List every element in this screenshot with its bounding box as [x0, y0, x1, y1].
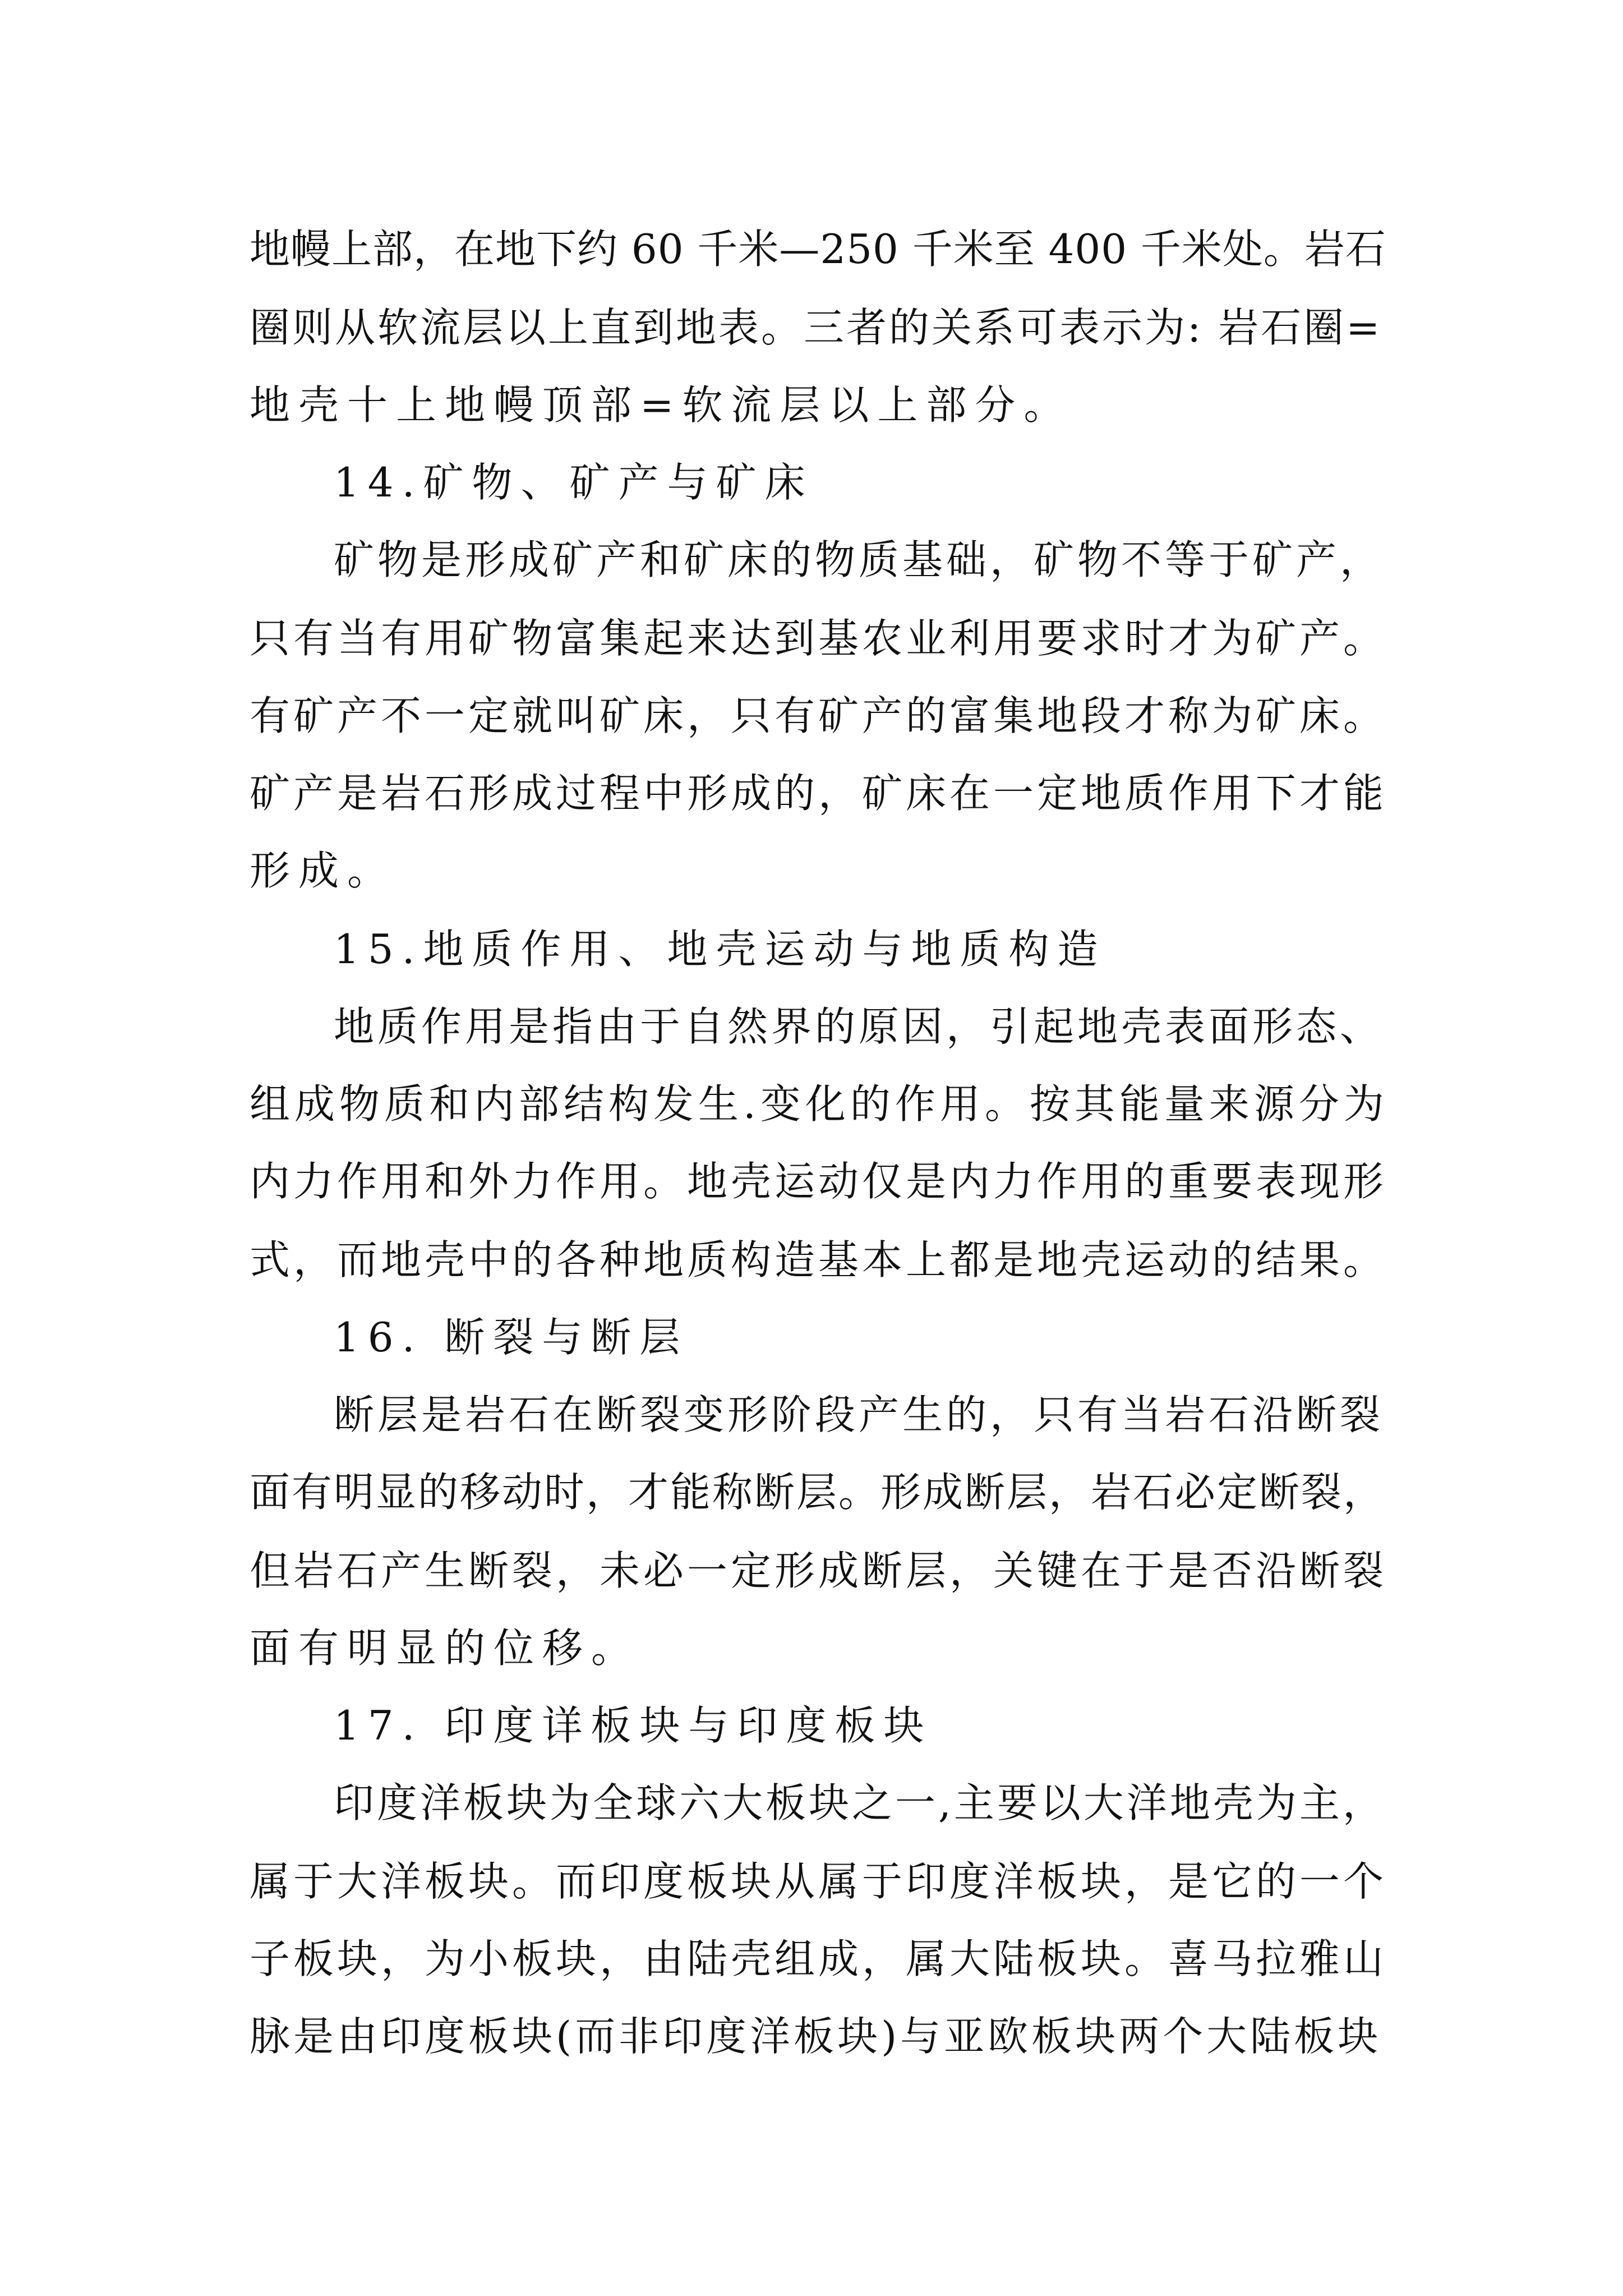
text-line: 印度洋板块为全球六大板块之一,主要以大洋地壳为主，: [334, 1779, 1386, 1826]
text-line: 矿产是岩石形成过程中形成的，矿床在一定地质作用下才能: [250, 770, 1387, 817]
text-line: 地壳十上地幔顶部=软流层以上部分。: [250, 381, 1073, 429]
text-line: 形成。: [250, 847, 396, 894]
text-line: 式，而地壳中的各种地质构造基本上都是地壳运动的结果。: [250, 1236, 1387, 1283]
text-line: 地质作用是指由于自然界的原因，引起地壳表面形态、: [334, 1003, 1384, 1050]
text-line: 但岩石产生断裂，未必一定形成断层，关键在于是否沿断裂: [250, 1547, 1387, 1594]
text-line: 脉是由印度板块(而非印度洋板块)与亚欧板块两个大陆板块: [250, 2013, 1382, 2060]
section-heading-16: 16. 断裂与断层: [334, 1314, 689, 1361]
text-line: 地幔上部，在地下约 60 千米—250 千米至 400 千米处。岩石: [250, 226, 1386, 273]
text-line: 面有明显的移动时，才能称断层。形成断层，岩石必定断裂，: [250, 1469, 1386, 1516]
text-line: 断层是岩石在断裂变形阶段产生的，只有当岩石沿断裂: [334, 1391, 1384, 1438]
section-heading-14: 14.矿物、矿产与矿床: [334, 459, 814, 506]
text-line: 内力作用和外力作用。地壳运动仅是内力作用的重要表现形: [250, 1158, 1387, 1205]
text-line: 子板块，为小板块，由陆壳组成，属大陆板块。喜马拉雅山: [250, 1935, 1387, 1982]
text-line: 组成物质和内部结构发生.变化的作用。按其能量来源分为: [250, 1080, 1389, 1128]
section-heading-15: 15.地质作用、地壳运动与地质构造: [334, 926, 1106, 973]
text-line: 面有明显的位移。: [250, 1625, 640, 1672]
text-line: 只有当有用矿物富集起来达到基农业利用要求时才为矿产。: [250, 615, 1387, 662]
text-line: 矿物是形成矿产和矿床的物质基础，矿物不等于矿产，: [334, 536, 1384, 583]
text-line: 有矿产不一定就叫矿床，只有矿产的富集地段才称为矿床。: [250, 692, 1387, 739]
text-line: 属于大洋板块。而印度板块从属于印度洋板块，是它的一个: [250, 1858, 1387, 1905]
section-heading-17: 17. 印度详板块与印度板块: [334, 1702, 933, 1749]
text-line: 圈则从软流层以上直到地表。三者的关系可表示为: 岩石圈=: [250, 304, 1382, 351]
